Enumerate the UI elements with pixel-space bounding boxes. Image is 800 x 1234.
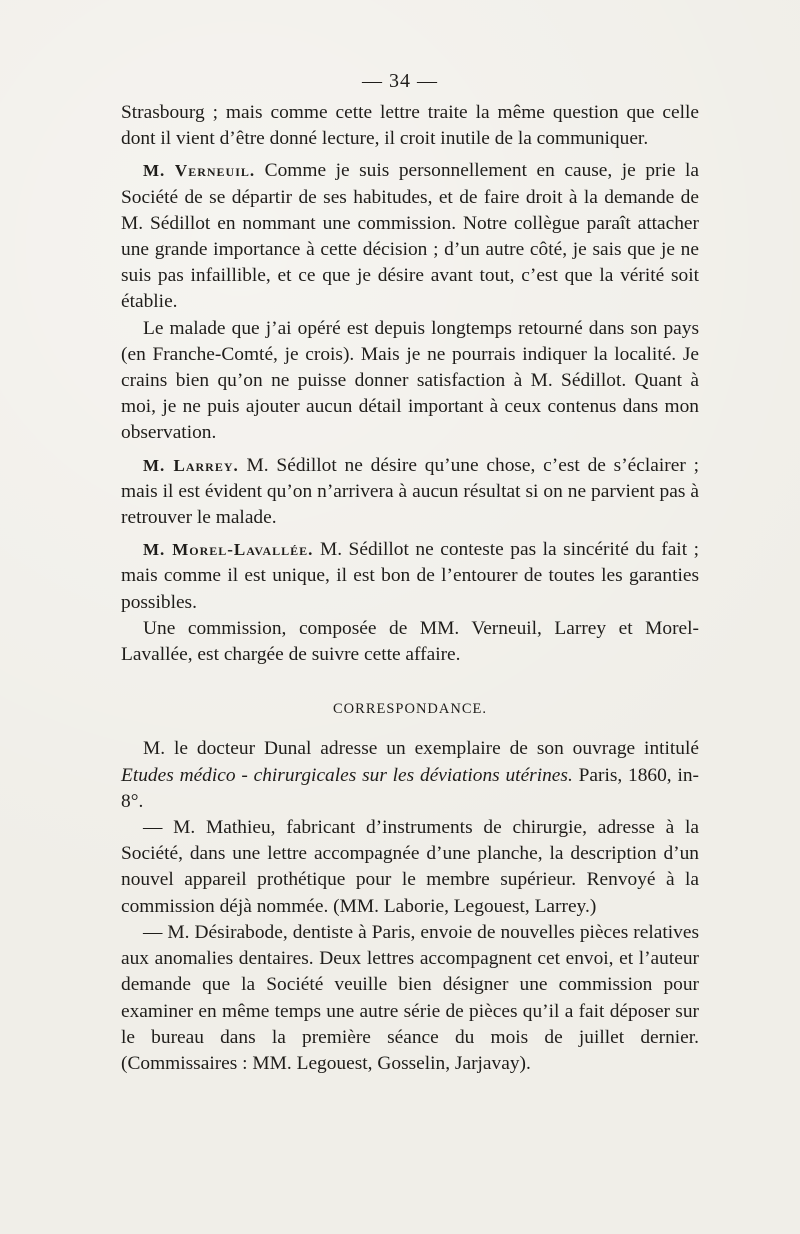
- speech-morel-lavallee: M. Sédillot ne conteste pas la sincérité du fait ; mais comme il est unique, il est bon de l’entourer de toutes les garanties possibles.: [121, 539, 699, 613]
- paragraph-mathieu: — M. Mathieu, fabricant d’instruments de chirurgie, adresse à la Société, dans une lettre accompagnée d’une planche, la description d’un nouvel appareil prothétique pour le membre supérieur. Renvoyé à la commission déjà nommée. (MM. Laborie, Legouest, Larrey.): [121, 817, 699, 917]
- paragraph-verneuil: [121, 158, 699, 315]
- speaker-morel-lavallee: M. Morel-Lavallée.: [143, 540, 314, 560]
- dunal-book-title: Etudes médico - chirurgicales sur les déviations utérines.: [121, 764, 573, 786]
- page-number: — 34 —: [362, 70, 438, 92]
- paragraph-continuation: Strasbourg ; mais comme cette lettre traite la même question que celle dont il vient d’être donné lecture, il croit inutile de la communiquer.: [121, 102, 699, 150]
- paragraph-malade: Le malade que j’ai opéré est depuis longtemps retourné dans son pays (en Franche-Comté, je crois). Mais je ne pourrais indiquer la localité. Je crains bien qu’on ne puisse donner satisfaction à M. Sédillot. Quant à moi, je ne puis ajouter aucun détail important à ceux contenus dans mon observation.: [121, 317, 699, 444]
- speech-larrey: M. Sédillot ne désire qu’une chose, c’est de s’éclairer ; mais il est évident qu’on n’arrivera à aucun résultat si on ne parvient pas à retrouver le malade.: [121, 454, 699, 529]
- paragraph-commission: Une commission, composée de MM. Verneuil, Larrey et Morel-Lavallée, est chargée de suivre cette affaire.: [121, 617, 699, 666]
- dunal-publication: Paris, 1860, in-8°.: [121, 764, 699, 812]
- speaker-larrey: M. Larrey.: [143, 455, 239, 475]
- paragraph-desirabode: — M. Désirabode, dentiste à Paris, envoie de nouvelles pièces relatives aux anomalies dentaires. Deux lettres accompagnent cet envoi, et l’auteur demande que la Société veuille bien désigner une commission pour examiner en même temps une autre série de pièces qu’il a fait déposer sur le bureau dans la première séance du mois de juillet dernier. (Commissaires : MM. Legouest, Gosselin, Jarjavay).: [121, 921, 699, 1074]
- dunal-intro: M. le docteur Dunal adresse un exemplaire de son ouvrage intitulé: [143, 738, 699, 760]
- paragraph-dunal: [121, 736, 699, 815]
- speech-verneuil: Comme je suis personnellement en cause, je prie la Société de se départir de ses habitudes, et de faire droit à la demande de M. Sédillot en nommant une commission. Notre collègue paraît attacher une grande importance à cette décision ; d’un autre côté, je sais que je ne suis pas infaillible, et ce que je désire avant tout, c’est que la vérité soit établie.: [121, 160, 699, 313]
- paragraph-larrey: [121, 453, 699, 532]
- speaker-verneuil: M. Verneuil.: [143, 161, 256, 181]
- paragraph-morel-lavallee: [121, 537, 699, 616]
- section-title-correspondance: CORRESPONDANCE.: [333, 701, 487, 718]
- page-body: [121, 100, 699, 1077]
